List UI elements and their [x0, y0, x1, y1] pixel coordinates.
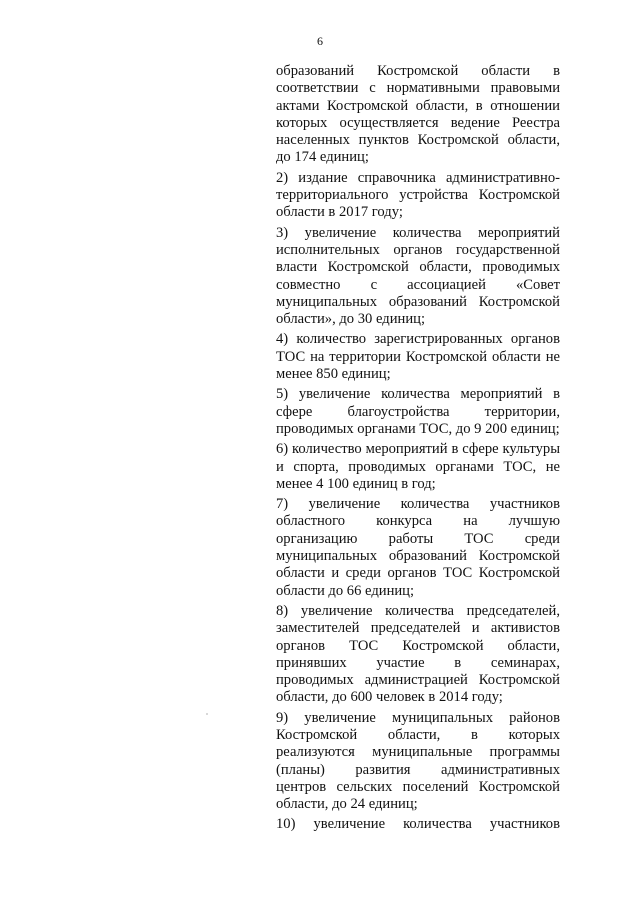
- paragraph-7: 7) увеличение количества участников областного конкурса на лучшую организацию работы ТОС среди муниципальных образований Костромской области и среди органов ТОС Костромской области до 66 единиц;: [276, 496, 560, 599]
- paragraph-8: 8) увеличение количества председателей, заместителей председателей и активистов органов ТОС Костромской области, принявших участие в семинарах, проводимых администрацией Костромской области, до 600 человек в 2014 году;: [276, 602, 560, 706]
- paragraph-3: 3) увеличение количества мероприятий исполнительных органов государственной власти Костромской области, проводимых совместно с ассоциацией «Совет муниципальных образований Костромской области», до 30 единиц;: [276, 224, 560, 328]
- paragraph-10: 10) увеличение количества участников: [276, 816, 560, 833]
- paragraph-5: 5) увеличение количества мероприятий в сфере благоустройства территории, проводимых органами ТОС, до 9 200 единиц;: [276, 386, 560, 437]
- paragraph-2: 2) издание справочника административно-территориального устройства Костромской области в 2017 году;: [276, 169, 560, 221]
- paragraph-9: 9) увеличение муниципальных районов Костромской области, в которых реализуются муниципальные программы (планы) развития административных центров сельских поселений Костромской области, до 24 единиц;: [276, 709, 560, 813]
- paragraph-1: образований Костромской области в соответствии с нормативными правовыми актами Костромской области, в отношении которых осуществляется ведение Реестра населенных пунктов Костромской области, до 174 единиц;: [276, 63, 560, 166]
- document-body: [276, 63, 560, 837]
- paragraph-4: 4) количество зарегистрированных органов ТОС на территории Костромской области не менее 850 единиц;: [276, 331, 560, 383]
- page-number: 6: [317, 34, 323, 48]
- paragraph-6: 6) количество мероприятий в сфере культуры и спорта, проводимых органами ТОС, не менее 4 100 единиц в год;: [276, 441, 560, 492]
- scan-speck: [206, 713, 208, 715]
